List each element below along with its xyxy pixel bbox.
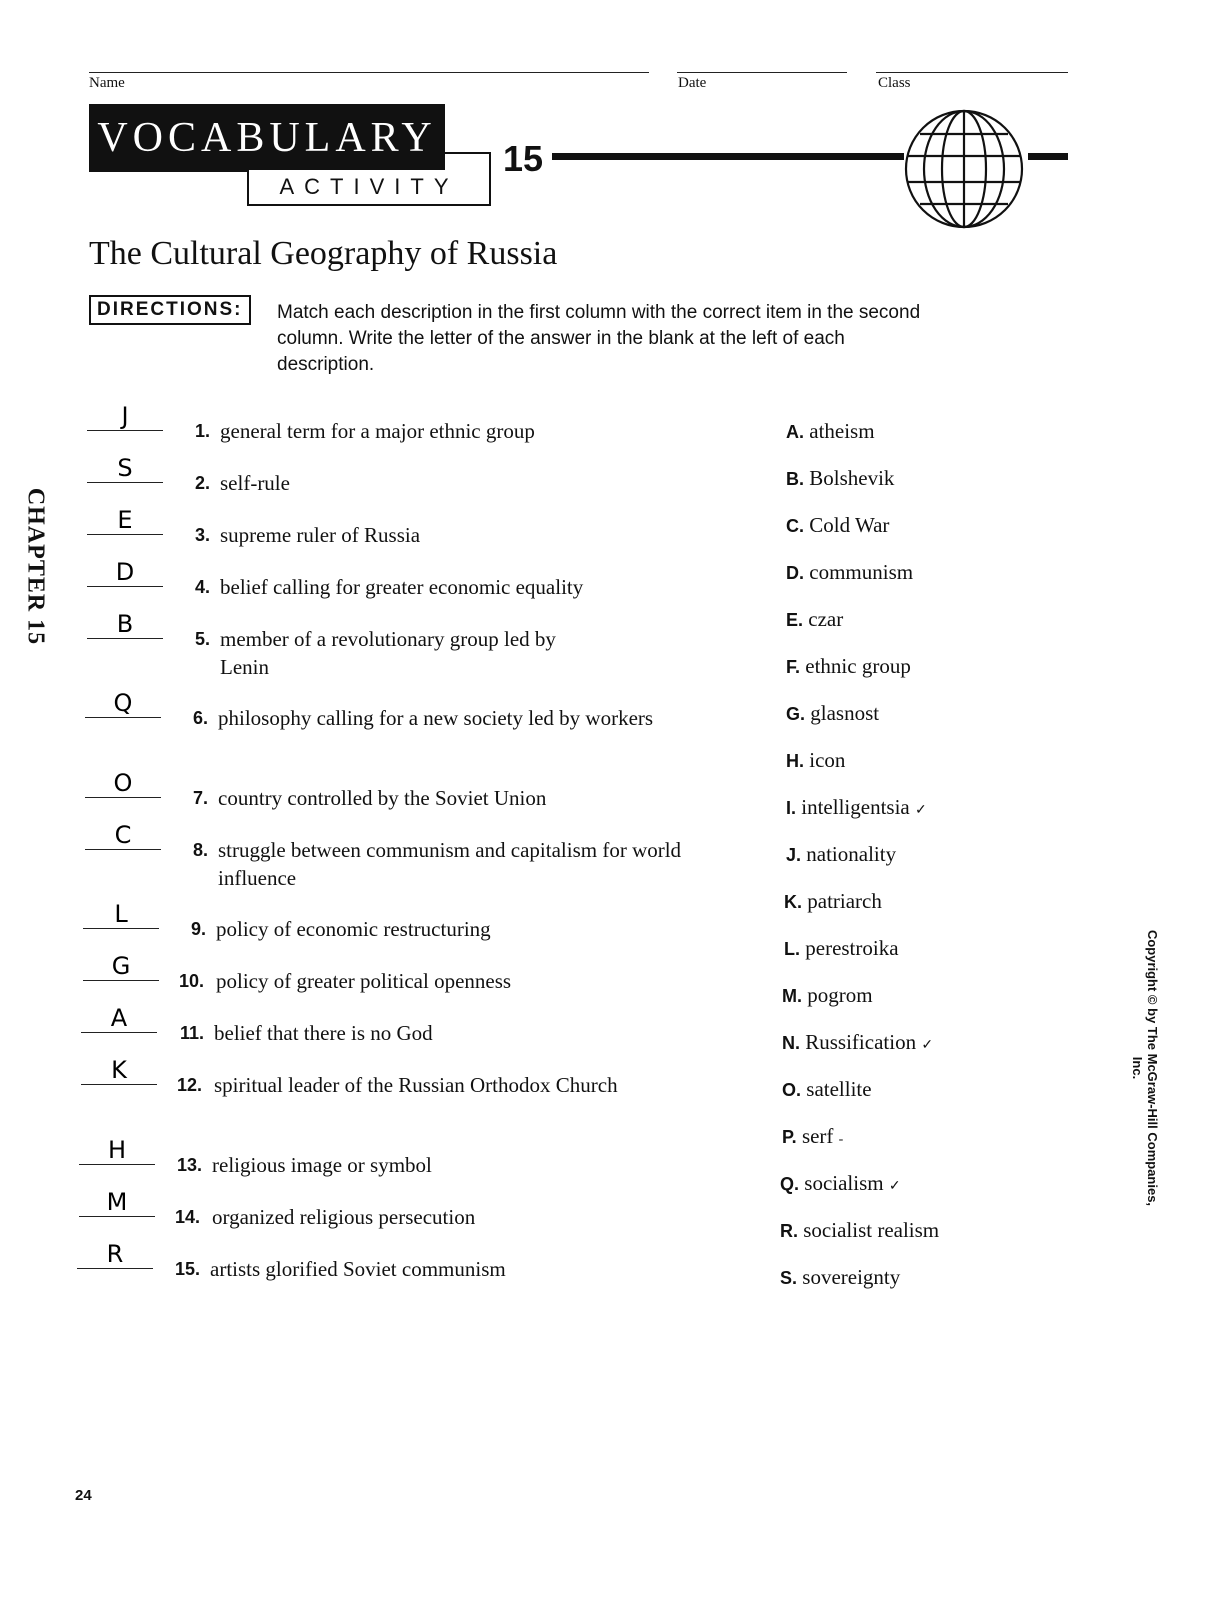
option-item: M. pogrom [782, 983, 873, 1007]
answer-blank[interactable]: D [87, 558, 163, 587]
directions-text: Match each description in the first column with the correct item in the second column. Write the letter of the answer in the blank at the left of each description. [277, 302, 921, 375]
answer-blank[interactable]: Q [85, 689, 161, 718]
option-item: S. sovereignty [780, 1265, 901, 1289]
question-number: 13. [176, 1155, 202, 1175]
question-text: policy of economic restructuring [216, 917, 491, 941]
option-item: J. nationality [786, 842, 897, 866]
page-title: The Cultural Geography of Russia [89, 235, 558, 272]
option-item: N. Russification ✓ [782, 1030, 934, 1054]
date-line [677, 72, 847, 73]
question-text: organized religious persecution [212, 1205, 476, 1229]
check-mark-icon: ✓ [915, 803, 927, 818]
question-text: supreme ruler of Russia [220, 523, 421, 547]
option-item: G. glasnost [786, 701, 880, 725]
answer-blank[interactable]: J [87, 402, 163, 431]
answer-blank[interactable]: M [79, 1188, 155, 1217]
check-mark-icon: ✓ [921, 1038, 934, 1053]
answer-blank[interactable]: L [83, 900, 159, 929]
question-number: 15. [174, 1259, 200, 1279]
option-item: P. serf - [782, 1124, 844, 1148]
question-number: 6. [192, 708, 208, 728]
chapter-side-label: CHAPTER 15 [22, 487, 49, 646]
dash-mark-icon: - [838, 1132, 844, 1147]
question-text: artists glorified Soviet communism [210, 1257, 506, 1281]
question-number: 2. [194, 473, 210, 493]
option-item: Q. socialism ✓ [780, 1171, 901, 1195]
question-number: 4. [194, 577, 210, 597]
question-text: self-rule [220, 471, 290, 495]
question-number: 8. [192, 840, 208, 860]
question-text: member of a revolutionary group led by Lenin [220, 627, 556, 679]
answer-blank[interactable]: O [85, 769, 161, 798]
option-item: C. Cold War [786, 513, 890, 537]
header-rule [552, 153, 904, 160]
directions-label: DIRECTIONS: [89, 295, 251, 325]
answer-blank[interactable]: E [87, 506, 163, 535]
option-item: K. patriarch [784, 889, 882, 913]
question-text: country controlled by the Soviet Union [218, 786, 547, 810]
header-rule-right [1028, 153, 1068, 160]
class-label: Class [878, 75, 911, 91]
answer-blank[interactable]: G [83, 952, 159, 981]
activity-banner [247, 170, 491, 206]
check-mark-icon: ✓ [888, 1179, 901, 1194]
bracket-line-vertical [489, 152, 491, 172]
option-item: F. ethnic group [786, 654, 911, 678]
question-text: struggle between communism and capitalism for world influence [218, 838, 682, 890]
question-number: 11. [179, 1023, 204, 1043]
question-number: 5. [194, 629, 210, 649]
question-text: spiritual leader of the Russian Orthodox Church [214, 1073, 618, 1097]
option-item: L. perestroika [784, 936, 899, 960]
question-number: 12. [176, 1075, 202, 1095]
name-line [89, 72, 649, 73]
question-text: belief calling for greater economic equality [220, 575, 584, 599]
bracket-line [445, 152, 491, 154]
answer-blank[interactable]: B [87, 610, 163, 639]
globe-icon [902, 104, 1026, 234]
vocabulary-label: VOCABULARY [97, 115, 437, 161]
activity-number: 15 [503, 138, 544, 179]
answer-blank[interactable]: H [79, 1136, 155, 1165]
question-number: 14. [174, 1207, 200, 1227]
name-label: Name [89, 75, 125, 91]
page-number: 24 [75, 1487, 92, 1504]
question-number: 1. [194, 421, 210, 441]
question-number: 10. [178, 971, 204, 991]
answer-blank[interactable]: K [81, 1056, 157, 1085]
date-label: Date [678, 75, 707, 91]
question-text: general term for a major ethnic group [220, 419, 535, 443]
answer-blank[interactable]: A [81, 1004, 157, 1033]
option-item: B. Bolshevik [786, 466, 895, 490]
option-item: E. czar [786, 607, 844, 631]
question-text: religious image or symbol [212, 1153, 432, 1177]
answer-blank[interactable]: S [87, 454, 163, 483]
option-item: D. communism [786, 560, 914, 584]
question-number: 9. [190, 919, 206, 939]
class-line [876, 72, 1068, 73]
question-text: philosophy calling for a new society led by workers [218, 706, 654, 730]
question-number: 7. [192, 788, 208, 808]
copyright-notice: Copyright © by The McGraw-Hill Companies, Inc. [1130, 929, 1160, 1207]
answer-blank[interactable]: C [85, 821, 161, 850]
question-text: policy of greater political openness [216, 969, 512, 993]
question-number: 3. [194, 525, 210, 545]
option-item: O. satellite [782, 1077, 872, 1101]
option-item: H. icon [786, 748, 846, 772]
option-item: A. atheism [786, 419, 875, 443]
option-item: R. socialist realism [780, 1218, 940, 1242]
vocabulary-banner [89, 104, 445, 172]
answer-blank[interactable]: R [77, 1240, 153, 1269]
question-text: belief that there is no God [214, 1021, 433, 1045]
activity-label: ACTIVITY [279, 174, 459, 199]
option-item: I. intelligentsia ✓ [786, 795, 927, 819]
